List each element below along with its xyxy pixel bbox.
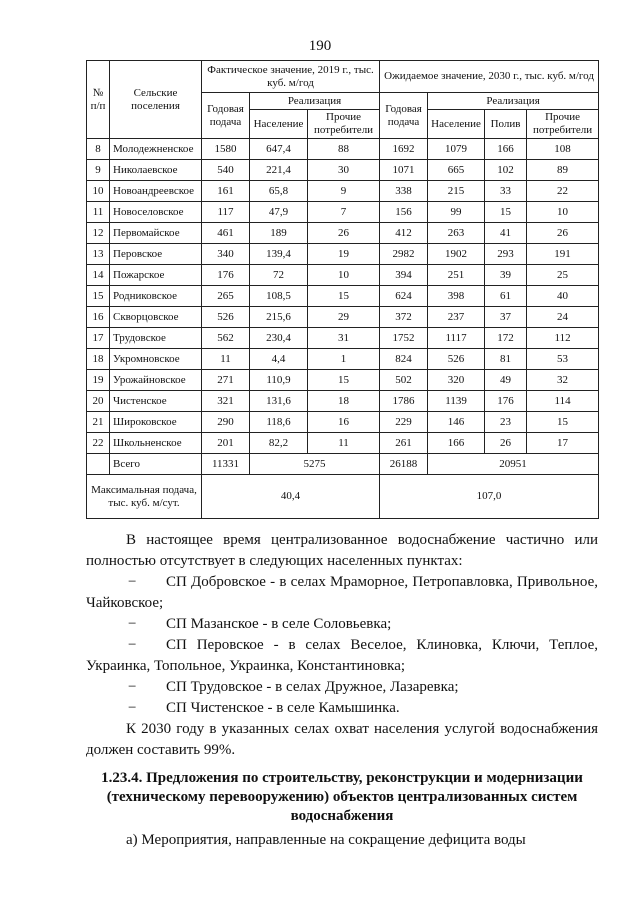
irrigation-2030: 49 xyxy=(485,370,527,391)
supply-2019: 265 xyxy=(202,286,250,307)
population-2030: 215 xyxy=(428,181,485,202)
irrigation-2030: 37 xyxy=(485,307,527,328)
body-text xyxy=(86,530,598,851)
population-2030: 1117 xyxy=(428,328,485,349)
population-2030: 526 xyxy=(428,349,485,370)
header-other-2019: Прочие потребители xyxy=(308,110,380,139)
other-2030: 22 xyxy=(527,181,599,202)
supply-2019: 161 xyxy=(202,181,250,202)
supply-2030: 1752 xyxy=(380,328,428,349)
table-row xyxy=(87,391,599,412)
dash-bullet: − xyxy=(128,574,137,590)
total-realization-2019: 5275 xyxy=(250,454,380,475)
population-2019: 108,5 xyxy=(250,286,308,307)
list-item-text: СП Чистенское - в селе Камышинка. xyxy=(166,700,400,716)
table-row xyxy=(87,244,599,265)
supply-2019: 271 xyxy=(202,370,250,391)
population-2019: 72 xyxy=(250,265,308,286)
other-2019: 1 xyxy=(308,349,380,370)
other-2030: 26 xyxy=(527,223,599,244)
table-row xyxy=(87,370,599,391)
supply-2019: 321 xyxy=(202,391,250,412)
other-2030: 53 xyxy=(527,349,599,370)
supply-2019: 117 xyxy=(202,202,250,223)
row-num: 17 xyxy=(87,328,110,349)
irrigation-2030: 23 xyxy=(485,412,527,433)
table-row xyxy=(87,433,599,454)
table-header xyxy=(87,61,599,139)
irrigation-2030: 15 xyxy=(485,202,527,223)
population-2019: 118,6 xyxy=(250,412,308,433)
total-row xyxy=(87,454,599,475)
max-supply-2030: 107,0 xyxy=(380,475,599,519)
header-actual-2019: Фактическое значение, 2019 г., тыс. куб. м/год xyxy=(202,61,380,93)
table-row xyxy=(87,223,599,244)
supply-2019: 340 xyxy=(202,244,250,265)
row-num: 14 xyxy=(87,265,110,286)
population-2030: 665 xyxy=(428,160,485,181)
settlement-list xyxy=(86,572,598,719)
header-population-2019: Население xyxy=(250,110,308,139)
supply-2030: 261 xyxy=(380,433,428,454)
irrigation-2030: 33 xyxy=(485,181,527,202)
irrigation-2030: 81 xyxy=(485,349,527,370)
list-item xyxy=(86,614,598,635)
list-item-text: СП Мазанское - в селе Соловьевка; xyxy=(166,616,392,632)
other-2030: 10 xyxy=(527,202,599,223)
header-realization-2019: Реализация xyxy=(250,93,380,110)
population-2019: 131,6 xyxy=(250,391,308,412)
supply-2019: 176 xyxy=(202,265,250,286)
supply-2030: 338 xyxy=(380,181,428,202)
subheading: а) Мероприятия, направленные на сокращение дефицита воды xyxy=(126,832,526,848)
table-row xyxy=(87,307,599,328)
population-2019: 215,6 xyxy=(250,307,308,328)
supply-2030: 502 xyxy=(380,370,428,391)
supply-2030: 824 xyxy=(380,349,428,370)
page-number: 190 xyxy=(308,38,332,54)
list-item-text: СП Трудовское - в селах Дружное, Лазаревка; xyxy=(166,679,459,695)
irrigation-2030: 26 xyxy=(485,433,527,454)
supply-2030: 229 xyxy=(380,412,428,433)
other-2030: 108 xyxy=(527,139,599,160)
header-realization-2030: Реализация xyxy=(428,93,599,110)
irrigation-2030: 176 xyxy=(485,391,527,412)
supply-2030: 394 xyxy=(380,265,428,286)
total-label: Всего xyxy=(110,454,202,475)
max-supply-2019: 40,4 xyxy=(202,475,380,519)
population-2019: 110,9 xyxy=(250,370,308,391)
row-num: 8 xyxy=(87,139,110,160)
population-2019: 47,9 xyxy=(250,202,308,223)
other-2019: 31 xyxy=(308,328,380,349)
total-supply-2019: 11331 xyxy=(202,454,250,475)
supply-2030: 1071 xyxy=(380,160,428,181)
irrigation-2030: 166 xyxy=(485,139,527,160)
header-other-2030: Прочие потребители xyxy=(527,110,599,139)
list-item xyxy=(86,635,598,677)
other-2019: 11 xyxy=(308,433,380,454)
header-irrigation-2030: Полив xyxy=(485,110,527,139)
irrigation-2030: 102 xyxy=(485,160,527,181)
population-2019: 230,4 xyxy=(250,328,308,349)
supply-2019: 562 xyxy=(202,328,250,349)
row-num: 9 xyxy=(87,160,110,181)
total-num xyxy=(87,454,110,475)
dash-bullet: − xyxy=(128,679,137,695)
population-2019: 221,4 xyxy=(250,160,308,181)
settlement-name: Родниковское xyxy=(110,286,202,307)
supply-2019: 290 xyxy=(202,412,250,433)
population-2030: 166 xyxy=(428,433,485,454)
settlement-name: Николаевское xyxy=(110,160,202,181)
supply-2019: 1580 xyxy=(202,139,250,160)
row-num: 13 xyxy=(87,244,110,265)
table-row xyxy=(87,181,599,202)
other-2019: 30 xyxy=(308,160,380,181)
population-2019: 82,2 xyxy=(250,433,308,454)
row-num: 21 xyxy=(87,412,110,433)
row-num: 22 xyxy=(87,433,110,454)
population-2030: 251 xyxy=(428,265,485,286)
other-2019: 15 xyxy=(308,370,380,391)
header-num: № п/п xyxy=(87,61,110,139)
row-num: 20 xyxy=(87,391,110,412)
population-2030: 1902 xyxy=(428,244,485,265)
settlement-name: Первомайское xyxy=(110,223,202,244)
supply-2030: 1692 xyxy=(380,139,428,160)
table-footer xyxy=(87,454,599,519)
irrigation-2030: 41 xyxy=(485,223,527,244)
supply-2019: 540 xyxy=(202,160,250,181)
supply-2030: 2982 xyxy=(380,244,428,265)
supply-2019: 201 xyxy=(202,433,250,454)
settlement-name: Урожайновское xyxy=(110,370,202,391)
dash-bullet: − xyxy=(128,700,137,716)
population-2030: 263 xyxy=(428,223,485,244)
supply-2019: 461 xyxy=(202,223,250,244)
row-num: 19 xyxy=(87,370,110,391)
population-2019: 139,4 xyxy=(250,244,308,265)
supply-2030: 624 xyxy=(380,286,428,307)
row-num: 18 xyxy=(87,349,110,370)
settlement-name: Новоселовское xyxy=(110,202,202,223)
other-2030: 191 xyxy=(527,244,599,265)
population-2030: 1139 xyxy=(428,391,485,412)
other-2030: 17 xyxy=(527,433,599,454)
max-supply-row xyxy=(87,475,599,519)
supply-2030: 156 xyxy=(380,202,428,223)
table-row xyxy=(87,265,599,286)
total-realization-2030: 20951 xyxy=(428,454,599,475)
list-item xyxy=(86,572,598,614)
population-2030: 146 xyxy=(428,412,485,433)
other-2030: 89 xyxy=(527,160,599,181)
list-item xyxy=(86,698,598,719)
population-2030: 99 xyxy=(428,202,485,223)
other-2030: 112 xyxy=(527,328,599,349)
table-row xyxy=(87,139,599,160)
list-item-text: СП Перовское - в селах Веселое, Клиновка, Ключи, Теплое, Украинка, Топольное, Украинка, Константиновка; xyxy=(86,637,598,674)
supply-2030: 412 xyxy=(380,223,428,244)
row-num: 15 xyxy=(87,286,110,307)
other-2030: 114 xyxy=(527,391,599,412)
settlement-name: Молодежненское xyxy=(110,139,202,160)
population-2030: 237 xyxy=(428,307,485,328)
other-2019: 19 xyxy=(308,244,380,265)
other-2030: 24 xyxy=(527,307,599,328)
table-row xyxy=(87,202,599,223)
supply-2030: 372 xyxy=(380,307,428,328)
row-num: 10 xyxy=(87,181,110,202)
header-population-2030: Население xyxy=(428,110,485,139)
other-2019: 26 xyxy=(308,223,380,244)
supply-2019: 11 xyxy=(202,349,250,370)
table-row xyxy=(87,412,599,433)
row-num: 12 xyxy=(87,223,110,244)
population-2019: 189 xyxy=(250,223,308,244)
dash-bullet: − xyxy=(128,616,137,632)
header-settlement: Сельские поселения xyxy=(110,61,202,139)
list-item-text: СП Добровское - в селах Мраморное, Петропавловка, Привольное, Чайковское; xyxy=(86,574,598,611)
other-2030: 25 xyxy=(527,265,599,286)
settlement-name: Трудовское xyxy=(110,328,202,349)
population-2030: 398 xyxy=(428,286,485,307)
population-2019: 65,8 xyxy=(250,181,308,202)
max-supply-label: Максимальная подача, тыс. куб. м/сут. xyxy=(87,475,202,519)
irrigation-2030: 61 xyxy=(485,286,527,307)
table-row xyxy=(87,328,599,349)
table-body xyxy=(87,139,599,454)
supply-2030: 1786 xyxy=(380,391,428,412)
other-2030: 15 xyxy=(527,412,599,433)
other-2019: 88 xyxy=(308,139,380,160)
other-2019: 15 xyxy=(308,286,380,307)
other-2019: 9 xyxy=(308,181,380,202)
list-item xyxy=(86,677,598,698)
irrigation-2030: 172 xyxy=(485,328,527,349)
table-row xyxy=(87,349,599,370)
settlement-name: Перовское xyxy=(110,244,202,265)
supply-2019: 526 xyxy=(202,307,250,328)
settlement-name: Скворцовское xyxy=(110,307,202,328)
population-2030: 1079 xyxy=(428,139,485,160)
settlement-name: Новоандреевское xyxy=(110,181,202,202)
other-2019: 7 xyxy=(308,202,380,223)
dash-bullet: − xyxy=(128,637,137,653)
total-supply-2030: 26188 xyxy=(380,454,428,475)
table-row xyxy=(87,160,599,181)
population-2019: 4,4 xyxy=(250,349,308,370)
intro-paragraph: В настоящее время централизованное водоснабжение частично или полностью отсутствует в следующих населенных пунктах: xyxy=(86,532,598,569)
settlement-name: Школьненское xyxy=(110,433,202,454)
population-2030: 320 xyxy=(428,370,485,391)
row-num: 11 xyxy=(87,202,110,223)
settlement-name: Чистенское xyxy=(110,391,202,412)
other-2030: 40 xyxy=(527,286,599,307)
conclusion-paragraph: К 2030 году в указанных селах охват населения услугой водоснабжения должен составить 99%. xyxy=(86,721,598,758)
settlement-name: Укромновское xyxy=(110,349,202,370)
row-num: 16 xyxy=(87,307,110,328)
other-2019: 16 xyxy=(308,412,380,433)
settlement-name: Пожарское xyxy=(110,265,202,286)
section-heading: 1.23.4. Предложения по строительству, реконструкции и модернизации (техническому перевооружению) объектов централизованных систем водоснабжения xyxy=(101,770,583,824)
header-annual-supply-2030: Годовая подача xyxy=(380,93,428,139)
population-2019: 647,4 xyxy=(250,139,308,160)
table-row xyxy=(87,286,599,307)
other-2019: 18 xyxy=(308,391,380,412)
irrigation-2030: 39 xyxy=(485,265,527,286)
other-2019: 10 xyxy=(308,265,380,286)
header-expected-2030: Ожидаемое значение, 2030 г., тыс. куб. м/год xyxy=(380,61,599,93)
irrigation-2030: 293 xyxy=(485,244,527,265)
header-annual-supply-2019: Годовая подача xyxy=(202,93,250,139)
other-2019: 29 xyxy=(308,307,380,328)
settlement-name: Широковское xyxy=(110,412,202,433)
water-supply-table xyxy=(86,60,599,519)
other-2030: 32 xyxy=(527,370,599,391)
